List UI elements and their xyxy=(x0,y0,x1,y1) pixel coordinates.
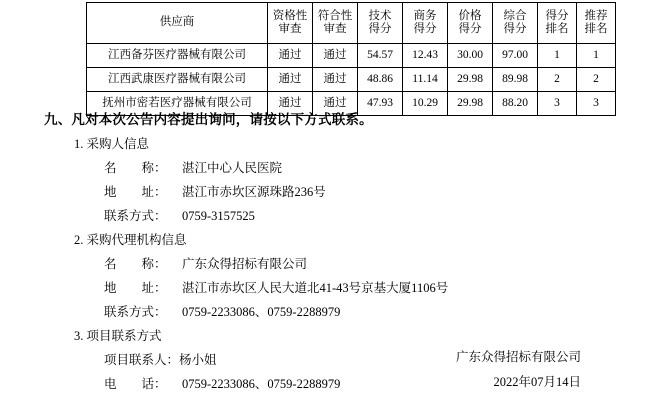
agency-address-label: 地 址： xyxy=(104,281,167,295)
cell-total-score: 88.20 xyxy=(493,92,538,116)
agency-contact-label: 联系方式： xyxy=(104,305,167,319)
signoff-date: 2022年07月14日 xyxy=(493,375,581,389)
purchaser-name-value: 湛江中心人民医院 xyxy=(182,161,283,175)
table-header-qualification-review: 资格性 审查 xyxy=(268,3,313,44)
agency-address-row xyxy=(104,278,448,296)
agency-name-value: 广东众得招标有限公司 xyxy=(182,257,308,271)
project-contact-tel-value: 0759-2233086、0759-2288979 xyxy=(182,377,341,391)
cell-qualification-review: 通过 xyxy=(268,92,313,116)
agency-name-row xyxy=(104,254,307,272)
project-contact-tel-label: 电 话： xyxy=(104,377,167,391)
signoff-company: 广东众得招标有限公司 xyxy=(455,350,581,364)
table-header-compliance-review: 符合性 审查 xyxy=(313,3,358,44)
cell-price-score: 30.00 xyxy=(448,44,493,68)
cell-business-score: 12.43 xyxy=(403,44,448,68)
project-contact-person-row xyxy=(104,350,217,368)
cell-total-score: 89.98 xyxy=(493,68,538,92)
table-header-recommend-rank: 推荐 排名 xyxy=(577,3,616,44)
purchaser-address-label: 地 址： xyxy=(104,185,167,199)
cell-score-rank: 2 xyxy=(538,68,577,92)
purchaser-contact-label: 联系方式： xyxy=(104,209,167,223)
cell-business-score: 10.29 xyxy=(403,92,448,116)
agency-name-label: 名 称： xyxy=(104,257,167,271)
cell-price-score: 29.98 xyxy=(448,68,493,92)
cell-score-rank: 1 xyxy=(538,44,577,68)
table-header-total-score: 综合 得分 xyxy=(493,3,538,44)
cell-total-score: 97.00 xyxy=(493,44,538,68)
list-item-purchaser-info-label: 1. 采购人信息 xyxy=(74,137,150,151)
agency-address-value: 湛江市赤坎区人民大道北41-43号京基大厦1106号 xyxy=(182,281,449,295)
table-header-technical-score: 技术 得分 xyxy=(358,3,403,44)
table-header-supplier: 供应商 xyxy=(87,3,268,44)
cell-compliance-review: 通过 xyxy=(313,92,358,116)
project-contact-tel-row xyxy=(104,374,340,392)
cell-price-score: 29.98 xyxy=(448,92,493,116)
purchaser-address-row xyxy=(104,182,326,200)
cell-business-score: 11.14 xyxy=(403,68,448,92)
cell-qualification-review: 通过 xyxy=(268,68,313,92)
evaluation-result-table xyxy=(86,2,608,116)
cell-technical-score: 48.86 xyxy=(358,68,403,92)
cell-compliance-review: 通过 xyxy=(313,44,358,68)
list-item-agency-info-label: 2. 采购代理机构信息 xyxy=(74,233,187,247)
table-row xyxy=(87,68,616,92)
cell-recommend-rank: 2 xyxy=(577,68,616,92)
purchaser-name-label: 名 称： xyxy=(104,161,167,175)
cell-technical-score: 54.57 xyxy=(358,44,403,68)
agency-contact-value: 0759-2233086、0759-2288979 xyxy=(182,305,341,319)
purchaser-address-value: 湛江市赤坎区源珠路236号 xyxy=(182,185,326,199)
agency-contact-row xyxy=(104,302,340,320)
purchaser-contact-value: 0759-3157525 xyxy=(182,209,255,223)
cell-supplier: 抚州市密若医疗器械有限公司 xyxy=(87,92,268,116)
table-header-score-rank: 得分 排名 xyxy=(538,3,577,44)
purchaser-contact-row xyxy=(104,206,255,224)
table-row xyxy=(87,44,616,68)
project-contact-person-value: 杨小姐 xyxy=(179,353,217,367)
cell-compliance-review: 通过 xyxy=(313,68,358,92)
cell-recommend-rank: 1 xyxy=(577,44,616,68)
table-header-price-score: 价格 得分 xyxy=(448,3,493,44)
table-header-row xyxy=(87,3,616,44)
cell-supplier: 江西武康医疗器械有限公司 xyxy=(87,68,268,92)
cell-technical-score: 47.93 xyxy=(358,92,403,116)
purchaser-name-row xyxy=(104,158,282,176)
list-item-project-contact-label: 3. 项目联系方式 xyxy=(74,329,162,343)
section-heading: 九、凡对本次公告内容提出询问，请按以下方式联系。 xyxy=(44,112,373,127)
project-contact-person-label: 项目联系人： xyxy=(104,353,180,367)
cell-qualification-review: 通过 xyxy=(268,44,313,68)
cell-supplier: 江西备芬医疗器械有限公司 xyxy=(87,44,268,68)
table-header-business-score: 商务 得分 xyxy=(403,3,448,44)
cell-score-rank: 3 xyxy=(538,92,577,116)
cell-recommend-rank: 3 xyxy=(577,92,616,116)
